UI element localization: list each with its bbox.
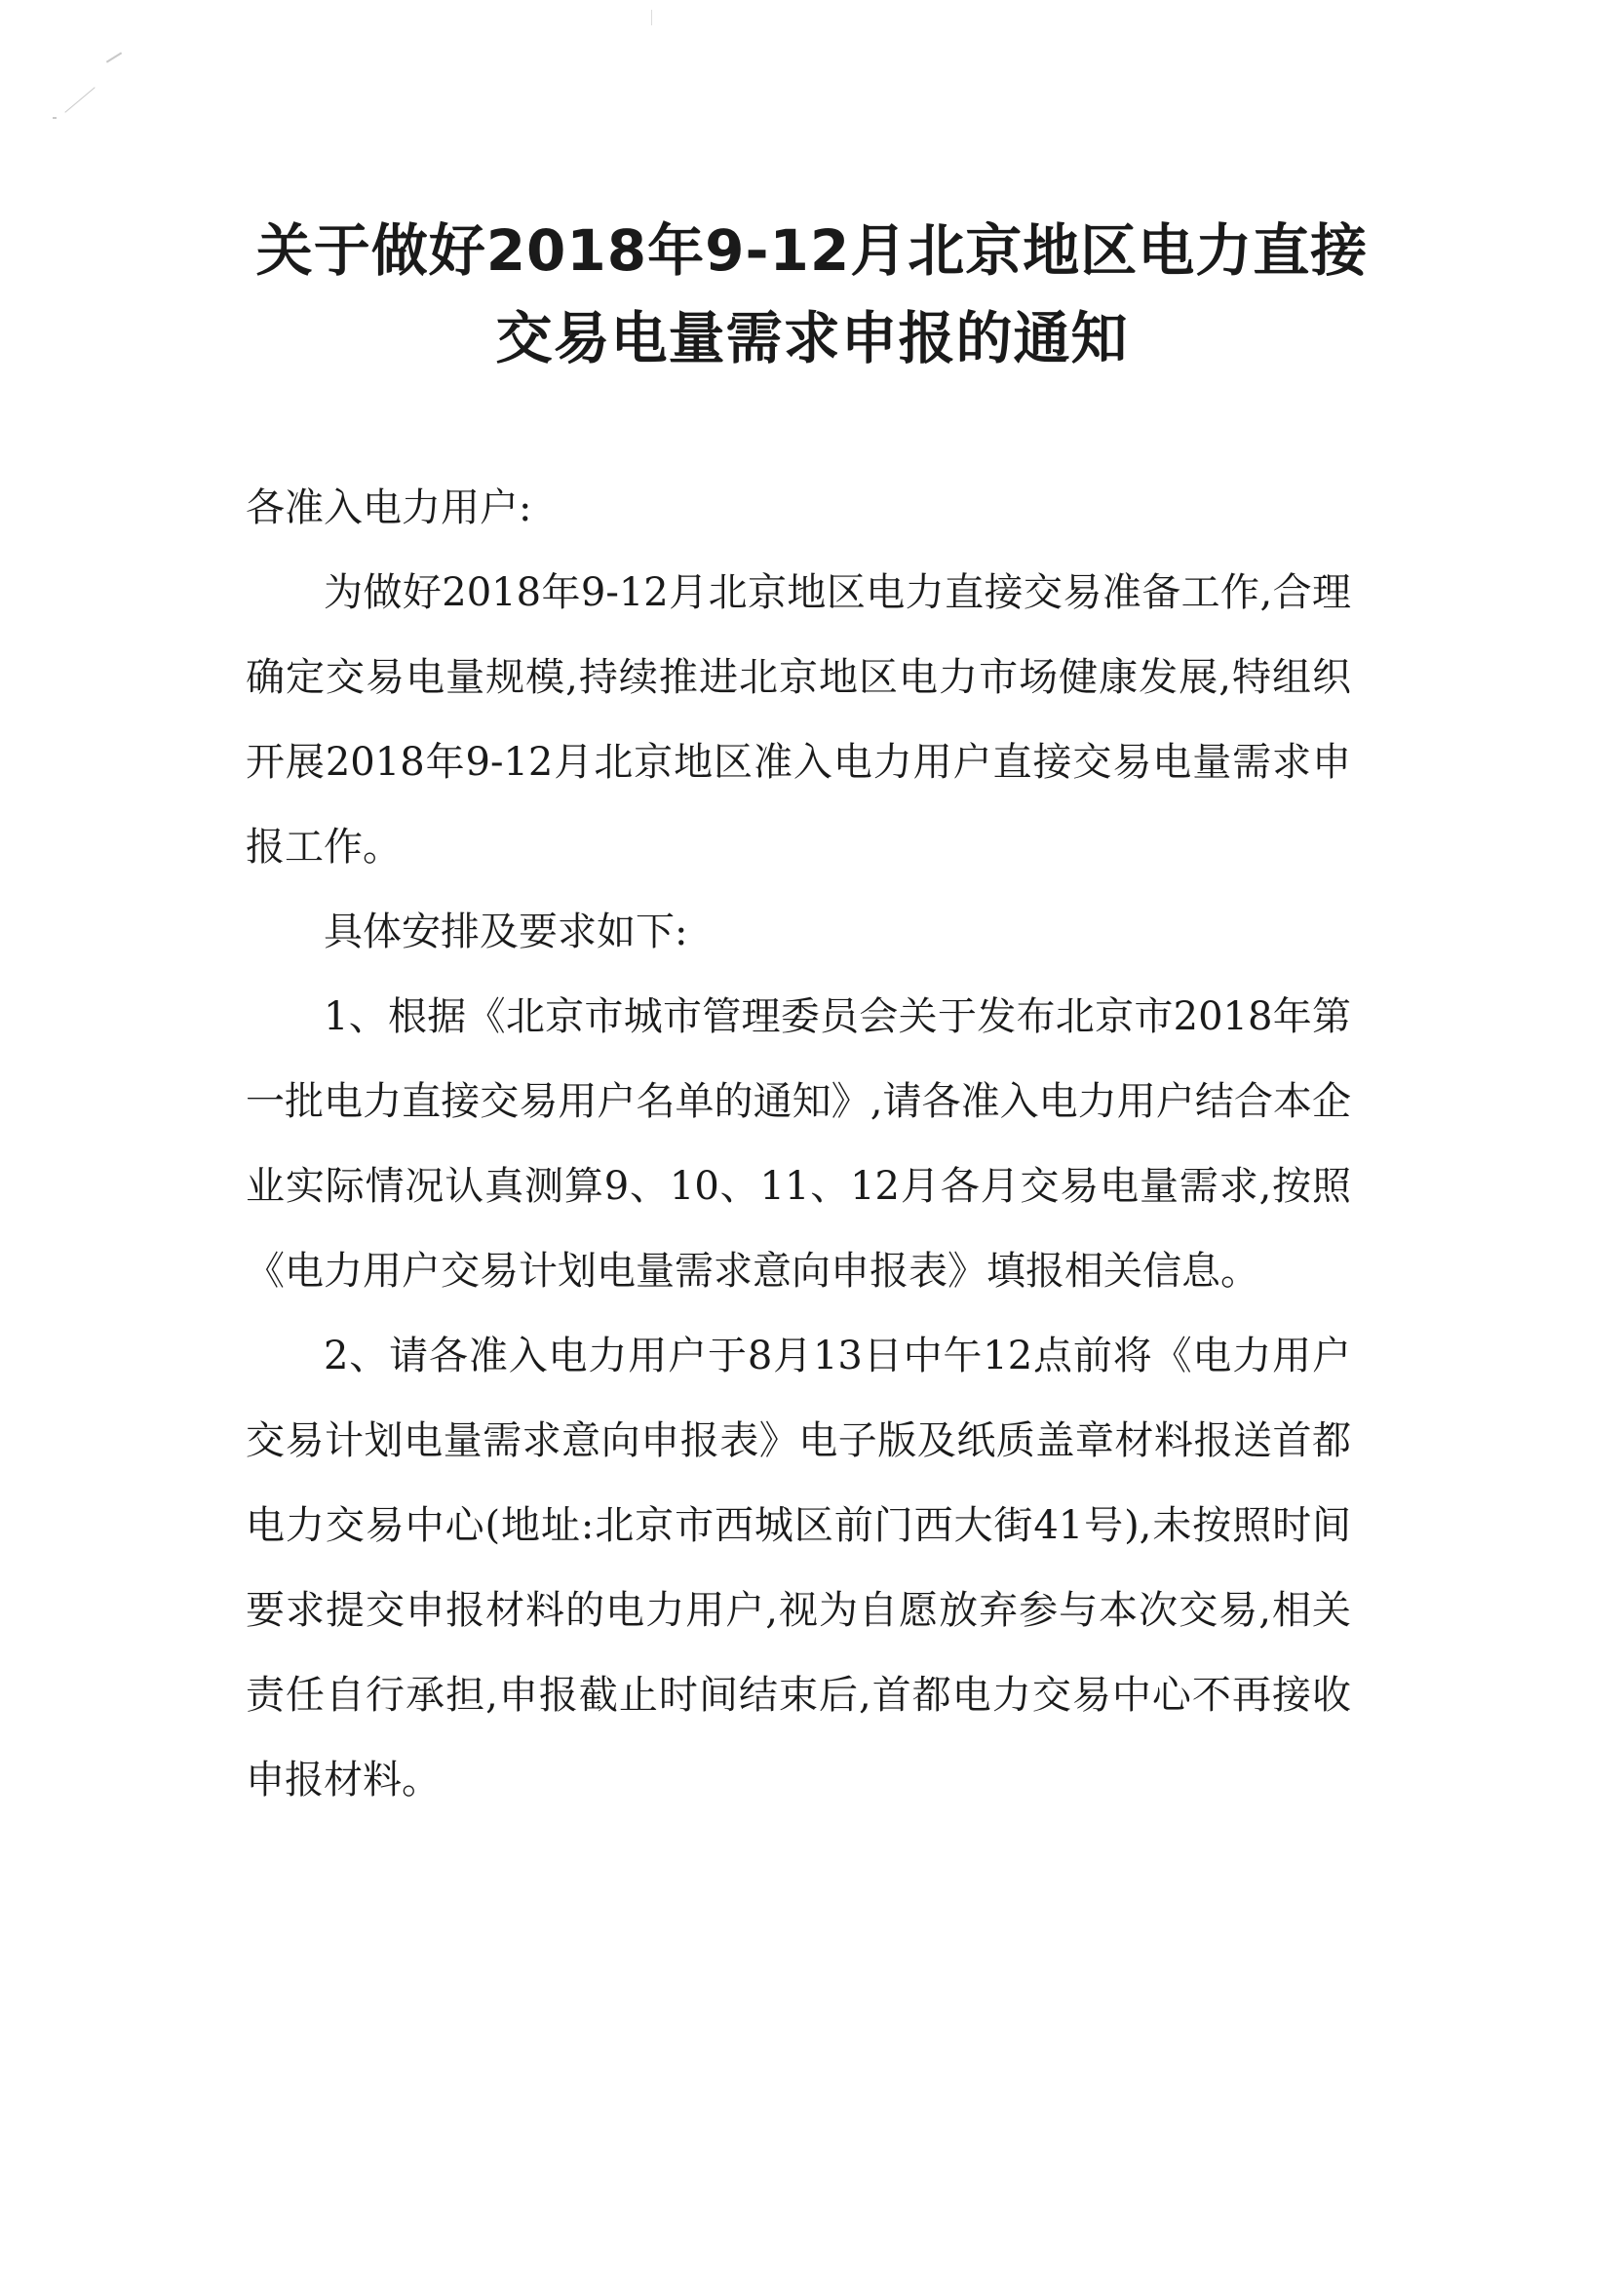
paragraph-intro: 为做好2018年9-12月北京地区电力直接交易准备工作,合理确定交易电量规模,持续推进北京地区电力市场健康发展,特组织开展2018年9-12月北京地区准入电力用户直接交易电量需求申报工作。: [246, 570, 1351, 870]
paragraph-item-2: 2、请各准入电力用户于8月13日中午12点前将《电力用户交易计划电量需求意向申报表》电子版及纸质盖章材料报送首都电力交易中心(地址:北京市西城区前门西大街41号),未按照时间要求提交申报材料的电力用户,视为自愿放弃参与本次交易,相关责任自行承担,申报截止时间结束后,首都电力交易中心不再接收申报材料。: [246, 1334, 1351, 1802]
salutation: 各准入电力用户:: [246, 485, 532, 530]
document-body: [246, 466, 1351, 1823]
scan-artifact: [53, 117, 57, 119]
scan-artifact: [651, 10, 652, 25]
document-title-line-1: 关于做好2018年9-12月北京地区电力直接: [255, 217, 1369, 284]
paragraph-arrangements: 具体安排及要求如下:: [324, 910, 688, 954]
paragraph-item-1: 1、根据《北京市城市管理委员会关于发布北京市2018年第一批电力直接交易用户名单的通知》,请各准入电力用户结合本企业实际情况认真测算9、10、11、12月各月交易电量需求,按照《电力用户交易计划电量需求意向申报表》填报相关信息。: [246, 994, 1351, 1294]
scan-artifact: [64, 87, 95, 112]
document-title-line-2: 交易电量需求申报的通知: [495, 305, 1129, 371]
scan-artifact: [106, 52, 122, 62]
